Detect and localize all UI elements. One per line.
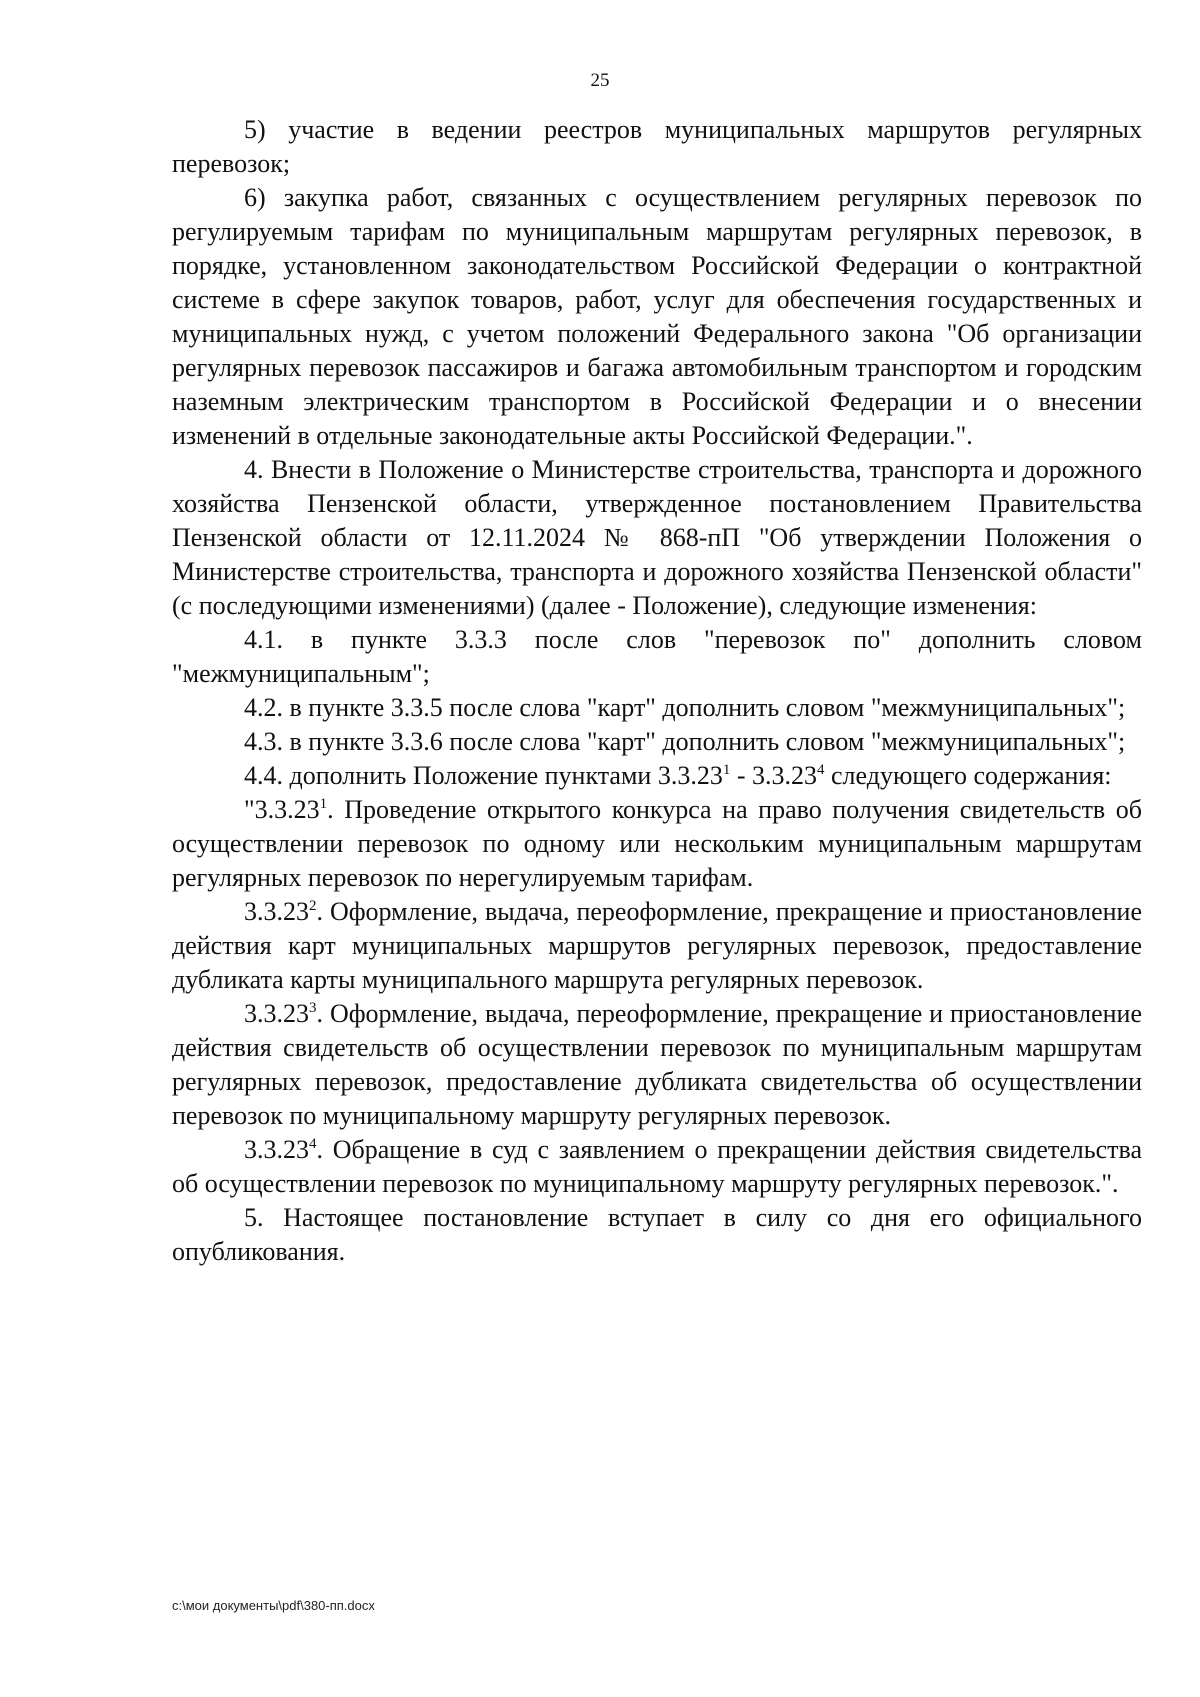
p44-superscript-1: 1	[722, 762, 731, 778]
item-text: . Обращение в суд с заявлением о прекращении действия свидетельства об осуществлении перевозок по муниципальному маршруту регулярных перевозок.".	[172, 1135, 1142, 1198]
paragraph-3-3-23-1	[172, 793, 1142, 895]
item-number: 3.3.23	[244, 999, 309, 1028]
paragraph-4-2: 4.2. в пункте 3.3.5 после слова "карт" дополнить словом "межмуниципальных";	[244, 693, 1126, 722]
paragraph-item-6: 6) закупка работ, связанных с осуществлением регулярных перевозок по регулируемым тарифам по муниципальным маршрутам регулярных перевозок, в порядке, установленном законодательством Российской Федерации о контрактной системе в сфере закупок товаров, работ, услуг для обеспечения государственных и муниципальных нужд, с учетом положений Федерального закона "Об организации регулярных перевозок пассажиров и багажа автомобильным транспортом и городским наземным электрическим транспортом в Российской Федерации и о внесении изменений в отдельные законодательные акты Российской Федерации.".	[172, 183, 1142, 450]
item-number: "3.3.23	[244, 795, 320, 824]
p44-text-middle: - 3.3.23	[730, 761, 817, 790]
paragraph-3-3-23-2	[172, 895, 1142, 997]
p44-text-before: 4.4. дополнить Положение пунктами 3.3.23	[244, 761, 723, 790]
paragraph-4-1: 4.1. в пункте 3.3.3 после слов "перевозок по" дополнить словом "межмуниципальным";	[172, 625, 1142, 688]
item-superscript: 3	[309, 1000, 317, 1016]
paragraph-section-5: 5. Настоящее постановление вступает в силу со дня его официального опубликования.	[172, 1203, 1142, 1266]
item-text: . Оформление, выдача, переоформление, прекращение и приостановление действия карт муниципальных маршрутов регулярных перевозок, предоставление дубликата карты муниципального маршрута регулярных перевозок.	[172, 897, 1142, 994]
item-superscript: 4	[309, 1136, 317, 1152]
page-number: 25	[590, 70, 610, 91]
paragraph-3-3-23-4	[172, 1133, 1142, 1201]
p44-superscript-2: 4	[817, 762, 825, 778]
paragraph-section-4: 4. Внести в Положение о Министерстве строительства, транспорта и дорожного хозяйства Пензенской области, утвержденное постановлением Правительства Пензенской области от 12.11.2024 № 868-пП "Об утверждении Положения о Министерстве строительства, транспорта и дорожного хозяйства Пензенской области" (с последующими изменениями) (далее - Положение), следующие изменения:	[172, 455, 1142, 620]
paragraph-3-3-23-3	[172, 997, 1142, 1133]
footer-file-path: c:\мои документы\pdf\380-пп.docx	[172, 1598, 375, 1613]
item-number: 3.3.23	[244, 897, 309, 926]
paragraph-4-4	[172, 759, 1142, 793]
paragraph-item-5: 5) участие в ведении реестров муниципальных маршрутов регулярных перевозок;	[172, 115, 1142, 178]
item-text: . Проведение открытого конкурса на право получения свидетельств об осуществлении перевозок по одному или нескольким муниципальным маршрутам регулярных перевозок по нерегулируемым тарифам.	[172, 795, 1142, 892]
document-body	[172, 113, 1142, 1269]
item-number: 3.3.23	[244, 1135, 309, 1164]
item-superscript: 2	[309, 898, 317, 914]
item-superscript: 1	[319, 796, 328, 812]
p44-text-after: следующего содержания:	[824, 761, 1112, 790]
item-text: . Оформление, выдача, переоформление, прекращение и приостановление действия свидетельств об осуществлении перевозок по муниципальным маршрутам регулярных перевозок, предоставление дубликата свидетельства об осуществлении перевозок по муниципальному маршруту регулярных перевозок.	[172, 999, 1142, 1130]
paragraph-4-3: 4.3. в пункте 3.3.6 после слова "карт" дополнить словом "межмуниципальных";	[244, 727, 1126, 756]
